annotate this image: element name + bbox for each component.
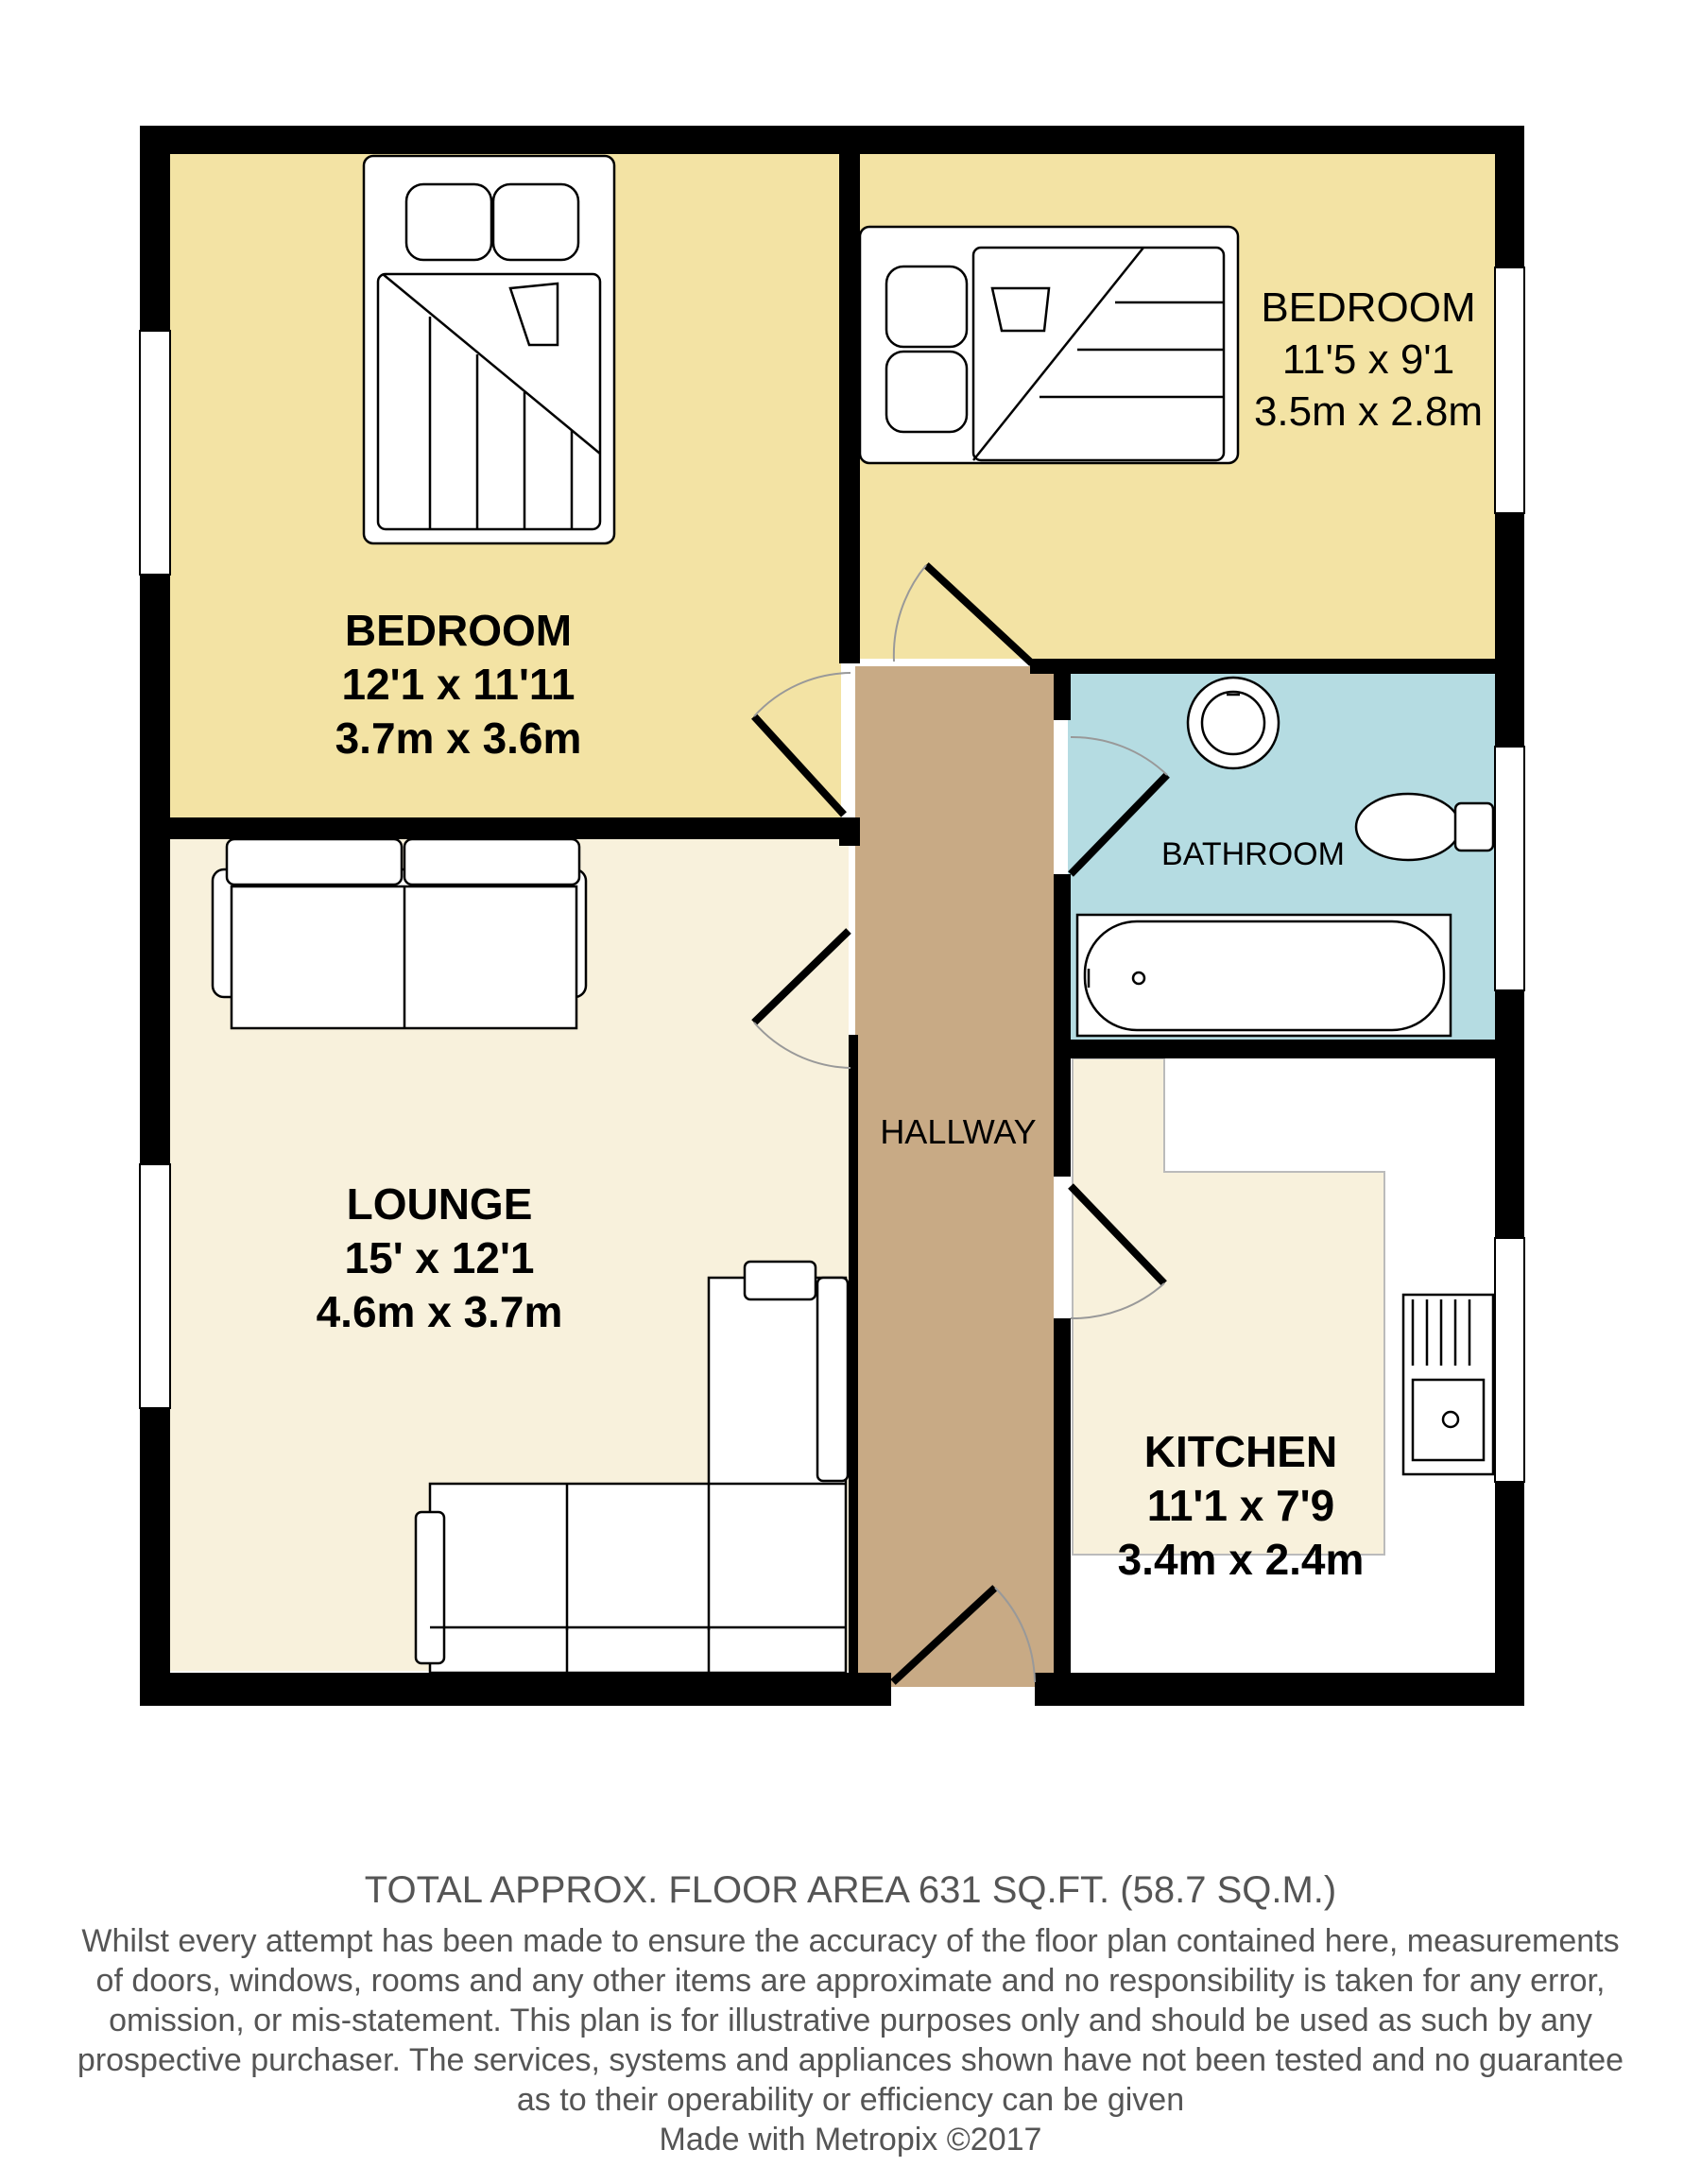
label-bedroom-left (335, 606, 582, 763)
svg-text:BATHROOM: BATHROOM (1161, 836, 1345, 872)
svg-text:BEDROOM: BEDROOM (1261, 284, 1476, 331)
svg-text:HALLWAY: HALLWAY (880, 1112, 1037, 1151)
label-bedroom-right (1254, 284, 1483, 435)
label-hallway (880, 1112, 1036, 1151)
label-lounge (317, 1179, 563, 1336)
window-kitchen (1495, 1238, 1524, 1482)
disclaimer (0, 1921, 1701, 2120)
credit: Made with Metropix ©2017 (659, 2122, 1042, 2158)
basin-icon (1188, 678, 1279, 768)
svg-text:3.4m x 2.4m: 3.4m x 2.4m (1117, 1535, 1365, 1584)
svg-text:15' x 12'1: 15' x 12'1 (344, 1233, 535, 1282)
svg-text:11'1 x 7'9: 11'1 x 7'9 (1146, 1481, 1335, 1530)
svg-text:3.5m x 2.8m: 3.5m x 2.8m (1253, 388, 1484, 435)
toilet-icon (1356, 794, 1493, 860)
svg-text:4.6m x 3.7m: 4.6m x 3.7m (316, 1287, 563, 1336)
total-floor-area: TOTAL APPROX. FLOOR AREA 631 SQ.FT. (58.7 SQ.M.) (364, 1869, 1337, 1911)
svg-text:KITCHEN: KITCHEN (1143, 1427, 1338, 1476)
disclaimer-line: of doors, windows, rooms and any other items are approximate and no responsibility is taken for any error, (95, 1963, 1606, 1999)
svg-text:3.7m x 3.6m: 3.7m x 3.6m (335, 714, 582, 763)
label-bathroom (1161, 836, 1345, 872)
svg-text:LOUNGE: LOUNGE (346, 1179, 533, 1229)
disclaimer-line: omission, or mis-statement. This plan is for illustrative purposes only and should be used as such by any (109, 2003, 1592, 2038)
sink-icon (1403, 1295, 1493, 1474)
single-bed-icon (860, 227, 1238, 463)
window-bathroom (1495, 747, 1524, 990)
bathtub-icon (1077, 915, 1451, 1036)
sofa-icon (213, 839, 586, 1028)
svg-text:12'1 x 11'11: 12'1 x 11'11 (341, 660, 576, 709)
hallway-floor (855, 666, 1054, 1687)
window-bedroom-left (140, 331, 170, 575)
double-bed-icon (364, 156, 614, 543)
window-lounge (140, 1164, 170, 1408)
disclaimer-line: as to their operability or efficiency can be given (516, 2082, 1185, 2118)
label-kitchen (1118, 1427, 1365, 1584)
window-bedroom-right (1495, 267, 1524, 513)
svg-text:BEDROOM: BEDROOM (344, 606, 573, 655)
footer (0, 1866, 1701, 2159)
svg-text:11'5 x 9'1: 11'5 x 9'1 (1281, 336, 1455, 383)
disclaimer-line: Whilst every attempt has been made to ensure the accuracy of the floor plan contained here, measurements (81, 1923, 1620, 1959)
disclaimer-line: prospective purchaser. The services, systems and appliances shown have not been tested and no guarantee (77, 2042, 1624, 2078)
